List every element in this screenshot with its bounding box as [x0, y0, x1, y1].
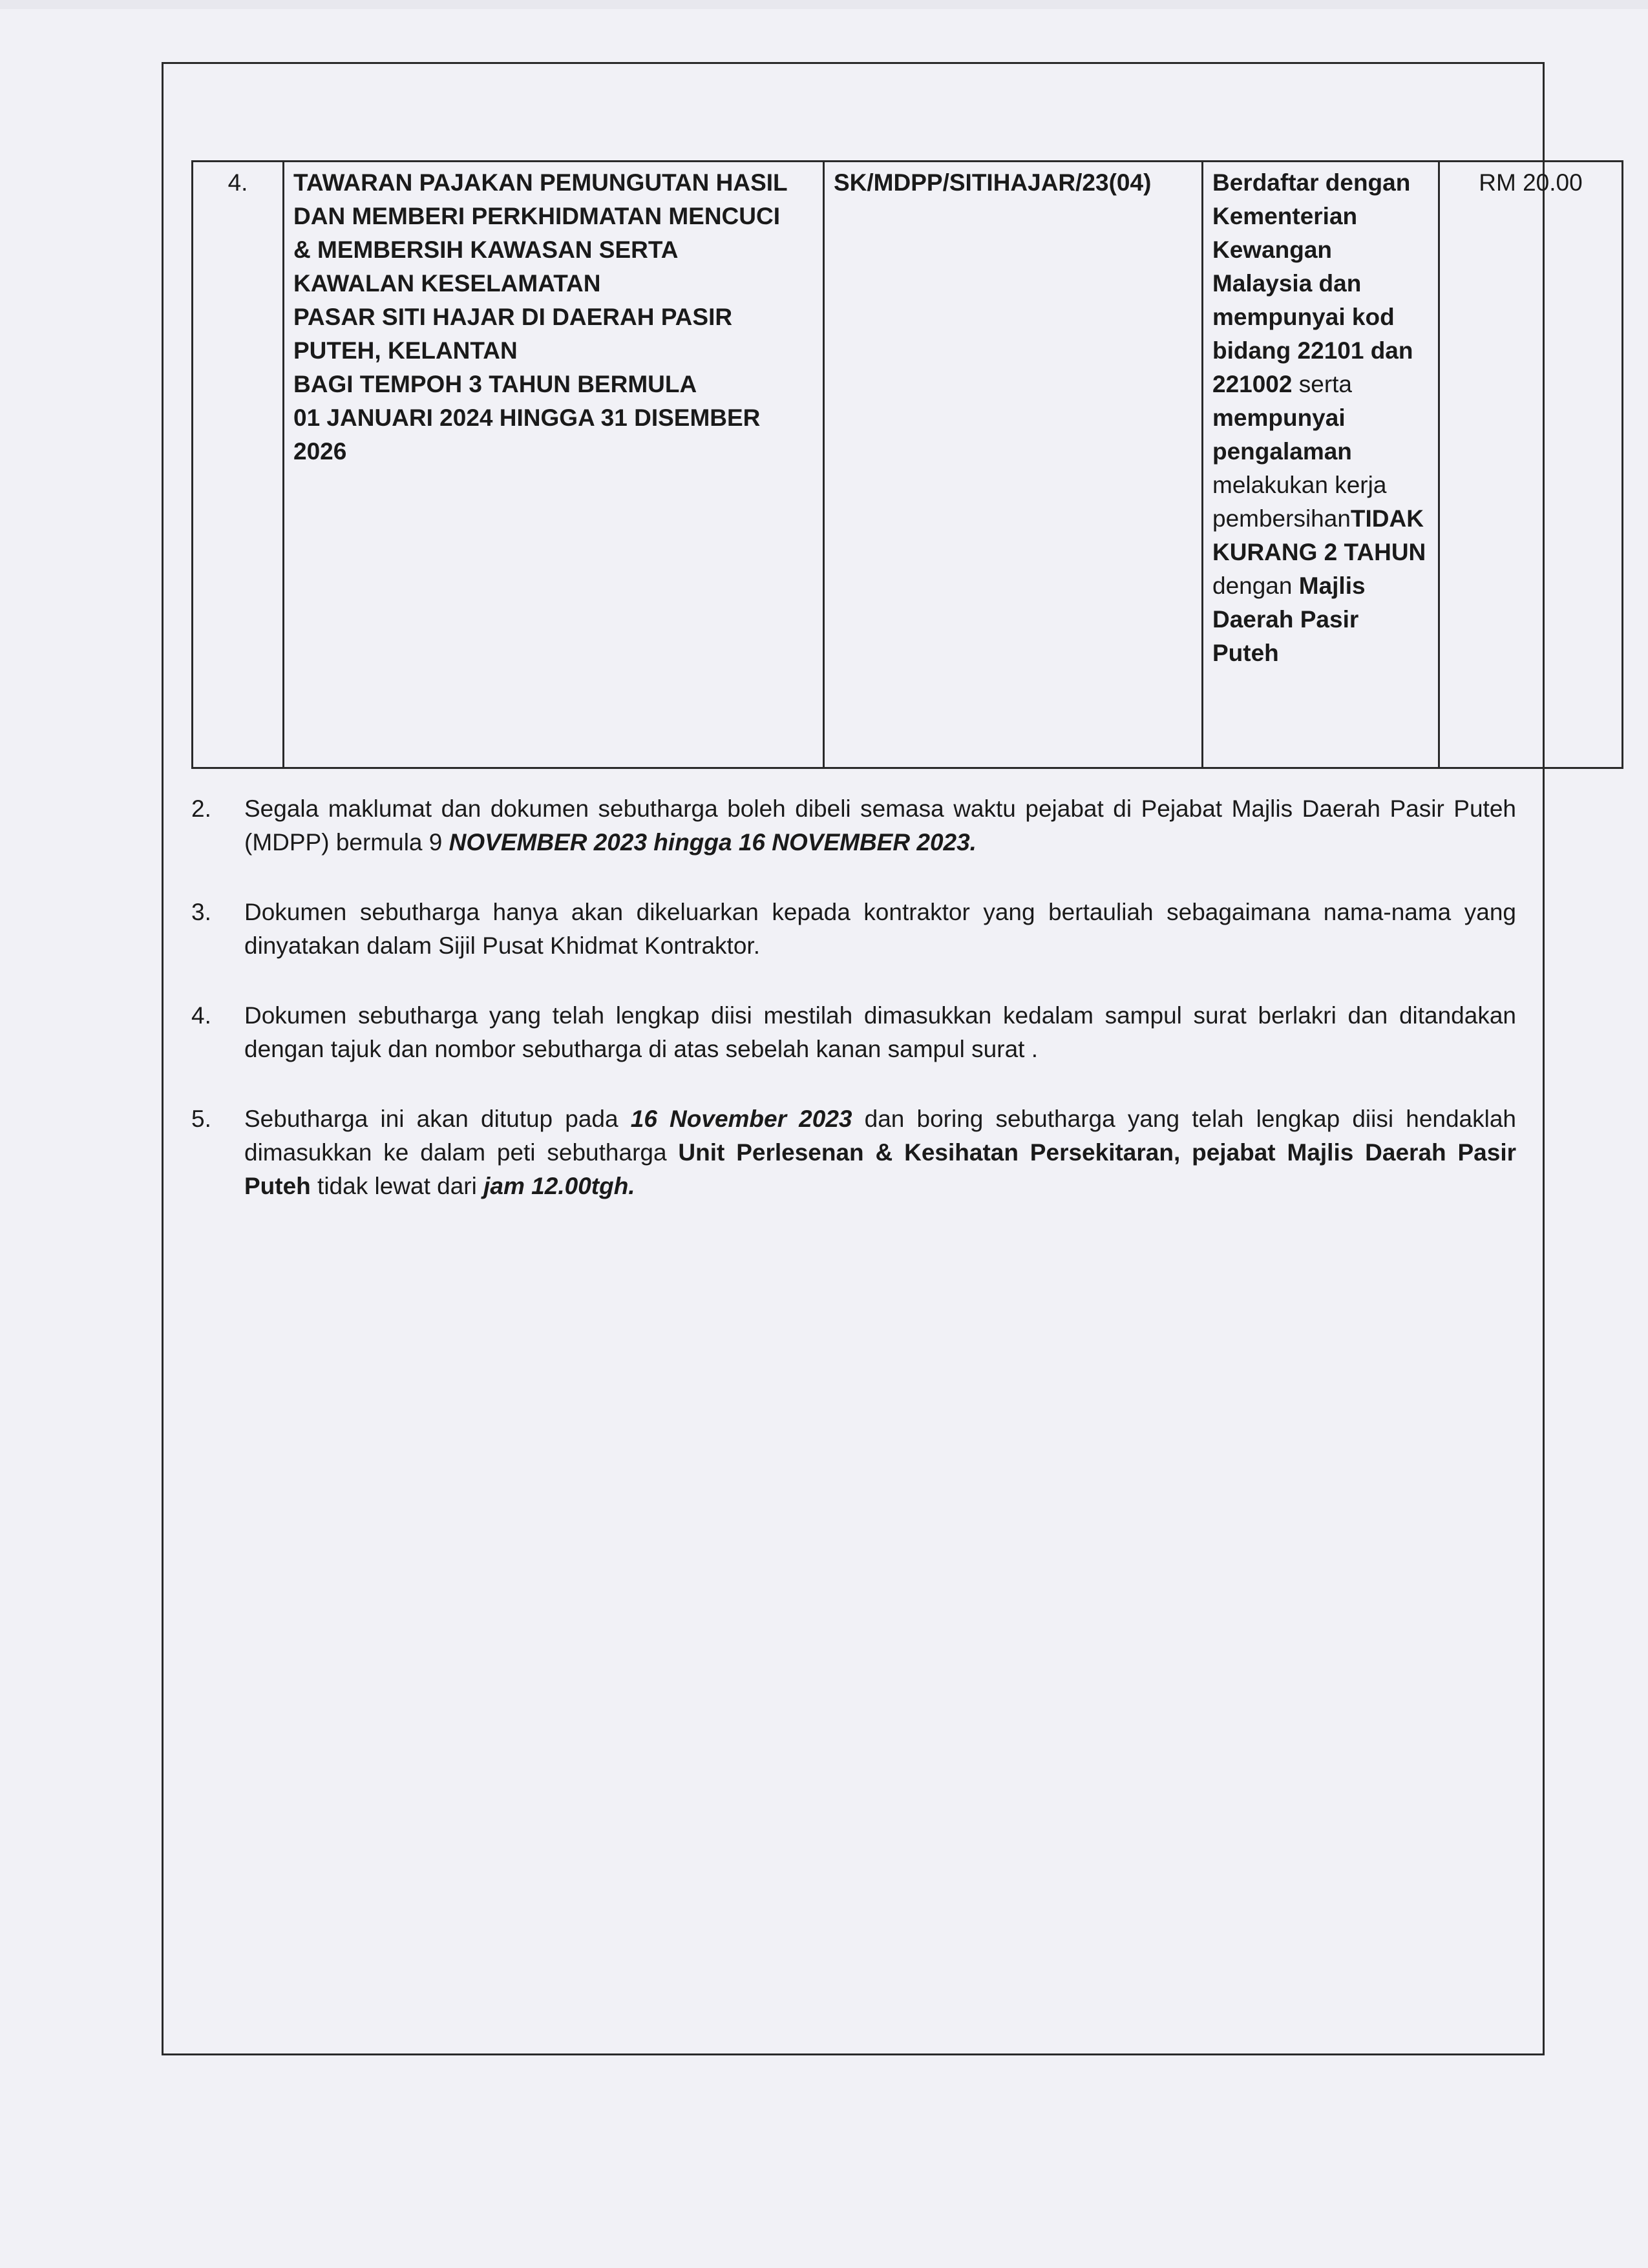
tender-table — [191, 160, 1623, 769]
requirement-council: Majlis Daerah Pasir Puteh — [1212, 572, 1366, 666]
paragraph-2 — [191, 792, 1516, 859]
paragraph-text-plain: tidak lewat dari — [310, 1173, 484, 1199]
title-line: KAWALAN KESELAMATAN — [293, 270, 601, 297]
paragraph-text-plain: Sebutharga ini akan ditutup pada — [244, 1106, 631, 1132]
reference-number-cell — [824, 162, 1203, 768]
paragraph-3 — [191, 896, 1516, 963]
paragraph-text: Dokumen sebutharga hanya akan dikeluarkan kepada kontraktor yang bertauliah sebagaimana nama-nama yang dinyatakan dalam Sijil Pusat Khidmat Kontraktor. — [244, 899, 1516, 959]
requirement-connector: serta — [1292, 371, 1353, 397]
paragraph-4 — [191, 999, 1516, 1066]
paragraph-text — [244, 792, 1516, 859]
tender-title-cell — [284, 162, 824, 768]
reference-number: SK/MDPP/SITIHAJAR/23(04) — [834, 169, 1152, 196]
paragraph-number: 3. — [191, 899, 211, 925]
document-price: RM 20.00 — [1479, 169, 1583, 196]
title-line: BAGI TEMPOH 3 TAHUN BERMULA — [293, 371, 697, 397]
requirement-connector-2: dengan — [1212, 572, 1299, 599]
item-number-cell — [193, 162, 284, 768]
notice-paragraphs — [191, 792, 1516, 1239]
paragraph-text: Dokumen sebutharga yang telah lengkap diisi mestilah dimasukkan kedalam sampul surat berlakri dan ditandakan dengan tajuk dan nombor sebutharga di atas sebelah kanan sampul surat . — [244, 1002, 1516, 1062]
paragraph-number: 2. — [191, 795, 211, 822]
paragraph-number: 5. — [191, 1106, 211, 1132]
requirement-work-text: melakukan kerja pembersihan — [1212, 472, 1387, 532]
requirement-registration: Berdaftar dengan Kementerian Kewangan Malaysia dan mempunyai kod bidang 22101 dan 221002 — [1212, 169, 1413, 397]
table-row — [193, 162, 1623, 768]
requirement-cell — [1203, 162, 1439, 768]
paragraph-text-plain: Segala maklumat dan dokumen sebutharga boleh dibeli semasa waktu pejabat di Pejabat Majlis Daerah Pasir Puteh (MDPP) bermula 9 — [244, 795, 1516, 856]
paragraph-number: 4. — [191, 1002, 211, 1029]
item-number: 4. — [227, 169, 248, 196]
paragraph-5 — [191, 1102, 1516, 1203]
sale-period: NOVEMBER 2023 hingga 16 NOVEMBER 2023. — [449, 829, 977, 856]
closing-time: jam 12.00tgh. — [483, 1173, 635, 1199]
title-line: 01 JANUARI 2024 HINGGA 31 DISEMBER — [293, 404, 761, 431]
title-line: PASAR SITI HAJAR DI DAERAH PASIR — [293, 304, 733, 330]
paragraph-text — [244, 1102, 1516, 1203]
paragraph-text-plain: dan boring sebutharga yang telah lengkap diisi hendaklah dimasukkan ke dalam peti sebutharga — [244, 1106, 1517, 1166]
title-line: TAWARAN PAJAKAN PEMUNGUTAN HASIL — [293, 169, 788, 196]
submission-location: Unit Perlesenan & Kesihatan Persekitaran, pejabat Majlis Daerah Pasir Puteh — [244, 1139, 1517, 1199]
title-line: DAN MEMBERI PERKHIDMATAN MENCUCI — [293, 203, 780, 229]
requirement-duration: TIDAK KURANG 2 TAHUN — [1212, 505, 1426, 565]
scan-edge — [0, 0, 1648, 9]
title-line: & MEMBERSIH KAWASAN SERTA — [293, 236, 679, 263]
price-cell — [1439, 162, 1623, 768]
closing-date: 16 November 2023 — [630, 1106, 852, 1132]
title-line: 2026 — [293, 438, 347, 465]
requirement-experience: mempunyai pengalaman — [1212, 404, 1352, 465]
title-line: PUTEH, KELANTAN — [293, 337, 518, 364]
